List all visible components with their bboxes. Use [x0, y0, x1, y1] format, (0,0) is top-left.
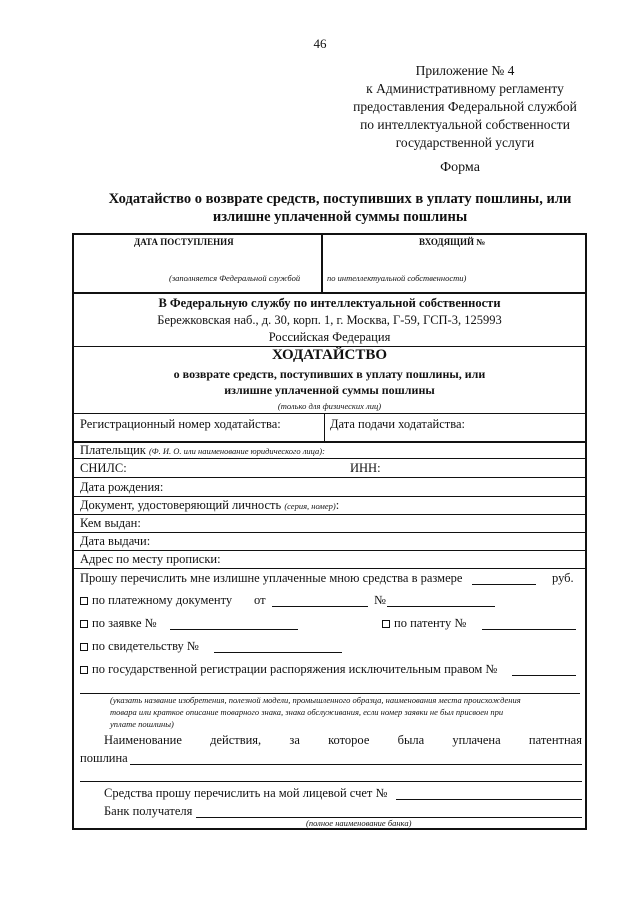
- appendix-line: Приложение № 4: [415, 63, 515, 78]
- action-word: патентная: [528, 733, 582, 747]
- divider: [74, 514, 585, 515]
- service-note-right: по интеллектуальной собственности): [327, 273, 467, 283]
- amount-line[interactable]: [472, 584, 536, 585]
- option-certificate[interactable]: [80, 639, 199, 654]
- appendix-header: [340, 62, 590, 152]
- appendix-line: к Административному регламенту: [366, 81, 564, 96]
- addressee-line-2: Бережковская наб., д. 30, корп. 1, г. Москва, Г-59, ГСП-3, 125993: [157, 313, 502, 327]
- appendix-line: предоставления Федеральной службой: [353, 99, 577, 114]
- petition-line-2: излишне уплаченной суммы пошлины: [224, 383, 435, 397]
- checkbox-icon[interactable]: [80, 620, 88, 628]
- checkbox-icon[interactable]: [80, 666, 88, 674]
- registration-number-line[interactable]: [512, 675, 576, 676]
- action-fill-line[interactable]: [130, 764, 582, 765]
- option-payment-document[interactable]: [80, 593, 232, 608]
- divider: [74, 458, 585, 459]
- option-application[interactable]: [80, 616, 157, 631]
- bank-label: Банк получателя: [104, 804, 193, 818]
- checkbox-icon[interactable]: [382, 620, 390, 628]
- account-label: Средства прошу перечислить на мой лицевой счет №: [104, 786, 388, 800]
- bank-note: (полное наименование банка): [306, 818, 412, 828]
- patent-number-line[interactable]: [482, 629, 576, 630]
- action-line-2: пошлина: [80, 751, 128, 765]
- title-line: Ходатайство о возврате средств, поступивших в уплату пошлины, или: [108, 191, 572, 207]
- column-divider: [324, 413, 325, 441]
- action-line: [104, 733, 582, 748]
- option-label: по платежному документу: [92, 593, 233, 607]
- divider: [74, 496, 585, 497]
- appendix-line: по интеллектуальной собственности: [360, 117, 570, 132]
- incoming-number-label: ВХОДЯЩИЙ №: [419, 237, 486, 247]
- description-note-3: уплате пошлины): [110, 719, 174, 729]
- option-label: по государственной регистрации распоряжения исключительным правом №: [92, 662, 498, 676]
- action-word: была: [397, 733, 425, 747]
- form-frame: [72, 233, 587, 830]
- divider: [74, 292, 585, 294]
- account-number-line[interactable]: [396, 799, 582, 800]
- action-word: Наименование: [104, 733, 182, 747]
- appendix-line: государственной услуги: [395, 135, 535, 150]
- inn-field[interactable]: ИНН:: [350, 461, 381, 475]
- refund-request-text: Прошу перечислить мне излишне уплаченные мною средства в размере: [80, 571, 463, 585]
- title-line: излишне уплаченной суммы пошлины: [212, 209, 468, 225]
- issue-date-field[interactable]: Дата выдачи:: [80, 534, 151, 548]
- checkbox-icon[interactable]: [80, 597, 88, 605]
- certificate-number-line[interactable]: [214, 652, 342, 653]
- payer-field[interactable]: [80, 443, 325, 458]
- id-document-field[interactable]: [80, 498, 339, 513]
- application-number-line[interactable]: [170, 629, 298, 630]
- divider: [74, 568, 585, 569]
- id-document-colon: :: [335, 498, 340, 512]
- payment-date-line[interactable]: [272, 606, 368, 607]
- birth-date-field[interactable]: Дата рождения:: [80, 480, 164, 494]
- action-word: которое: [328, 733, 370, 747]
- id-document-note: (серия, номер): [284, 501, 336, 511]
- from-label: от: [254, 593, 266, 607]
- petition-line-1: о возврате средств, поступивших в уплату пошлины, или: [173, 367, 486, 381]
- description-line[interactable]: [80, 693, 580, 694]
- column-divider: [321, 235, 323, 292]
- submit-date-field[interactable]: Дата подачи ходатайства:: [330, 417, 465, 431]
- option-label: по патенту №: [394, 616, 467, 630]
- divider: [74, 532, 585, 533]
- action-word: действия,: [210, 733, 262, 747]
- description-note-2: товара или краткое описание товарного знака, знака обслуживания, если номер заявки не был присвоен при: [110, 707, 504, 717]
- divider: [74, 477, 585, 478]
- option-label: по заявке №: [92, 616, 157, 630]
- payer-note: (Ф. И. О. или наименование юридического лица):: [148, 446, 325, 456]
- action-fill-line-2[interactable]: [80, 781, 582, 782]
- reg-number-field[interactable]: Регистрационный номер ходатайства:: [80, 417, 281, 431]
- service-note-left: (заполняется Федеральной службой: [169, 273, 301, 283]
- addressee-line-3: Российская Федерация: [268, 330, 391, 344]
- action-word: за: [289, 733, 300, 747]
- address-field[interactable]: Адрес по месту прописки:: [80, 552, 221, 566]
- action-word: уплачена: [452, 733, 501, 747]
- form-label: Форма: [440, 160, 480, 175]
- id-document-label: Документ, удостоверяющий личность: [80, 498, 282, 512]
- payment-number-line[interactable]: [387, 606, 495, 607]
- petition-heading: ХОДАТАЙСТВО: [271, 347, 388, 363]
- description-note-1: (указать название изобретения, полезной модели, промышленного образца, наименования места происхождения: [110, 695, 521, 705]
- divider: [74, 550, 585, 551]
- issued-by-field[interactable]: Кем выдан:: [80, 516, 141, 530]
- addressee-line-1: В Федеральную службу по интеллектуальной собственности: [158, 296, 501, 310]
- option-label: по свидетельству №: [92, 639, 199, 653]
- snils-field[interactable]: СНИЛС:: [80, 461, 127, 475]
- option-patent[interactable]: [382, 616, 466, 631]
- option-registration[interactable]: [80, 662, 497, 677]
- page-number: 46: [313, 36, 327, 51]
- payer-label: Плательщик: [80, 443, 146, 457]
- divider: [74, 413, 585, 414]
- date-received-label: ДАТА ПОСТУПЛЕНИЯ: [134, 237, 234, 247]
- petition-note: (только для физических лиц): [277, 401, 382, 411]
- currency-label: руб.: [552, 571, 574, 585]
- checkbox-icon[interactable]: [80, 643, 88, 651]
- document-title: [70, 190, 610, 226]
- number-sign: №: [374, 593, 386, 607]
